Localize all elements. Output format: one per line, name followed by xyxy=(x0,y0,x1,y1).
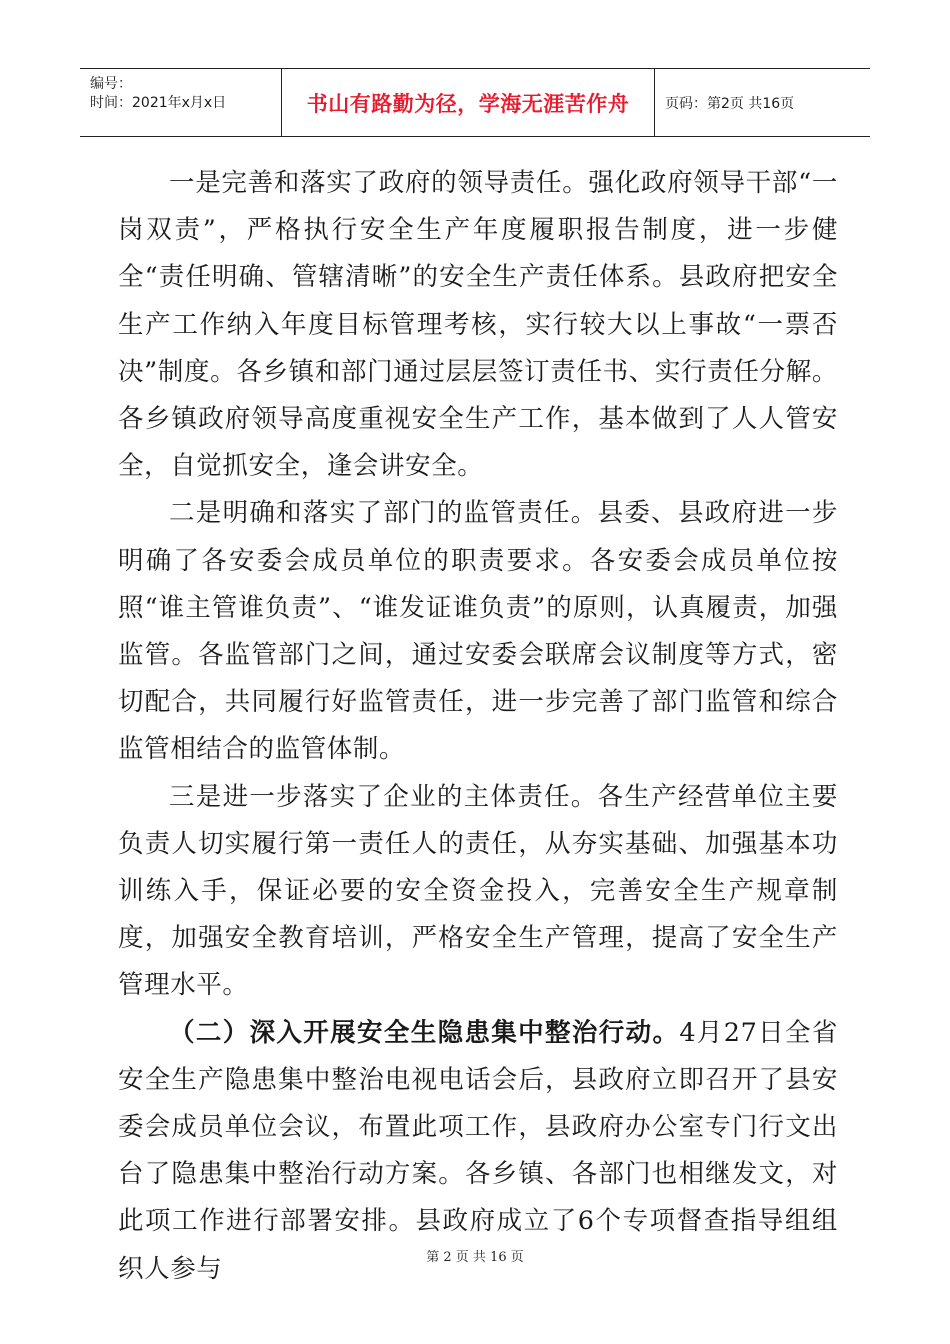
body-content xyxy=(118,160,838,1293)
paragraph-text: 二是明确和落实了部门的监管责任。县委、县政府进一步明确了各安委会成员单位的职责要求。各安委会成员单位按照“谁主管谁负责”、“谁发证谁负责”的原则，认真履责，加强监管。各监管部门之间，通过安委会联席会议制度等方式，密切配合，共同履行好监管责任，进一步完善了部门监管和综合监管相结合的监管体制。 xyxy=(118,498,838,765)
header-motto: 书山有路勤为径，学海无涯苦作舟 xyxy=(306,91,630,116)
document-date: 时间：2021年x月x日 xyxy=(90,95,227,111)
header-motto-cell xyxy=(282,69,655,136)
document-number-label: 编号： xyxy=(90,76,132,92)
paragraph-text: 4月27日全省安全生产隐患集中整治电视电话会后，县政府立即召开了县安委会成员单位会议，布置此项工作，县政府办公室专门行文出台了隐患集中整治行动方案。各乡镇、各部门也相继发文，对此项工作进行部署安排。县政府成立了6个专项督查指导组组织人参与 xyxy=(118,1017,838,1284)
header-page-info: 页码：第2页 共16页 xyxy=(665,95,795,112)
paragraph xyxy=(118,490,838,773)
page-footer: 第 2 页 共 16 页 xyxy=(426,1250,524,1265)
header-meta xyxy=(80,69,282,136)
paragraph xyxy=(118,774,838,1010)
paragraph xyxy=(118,160,838,490)
paragraph-text: 三是进一步落实了企业的主体责任。各生产经营单位主要负责人切实履行第一责任人的责任，从夯实基础、加强基本功训练入手，保证必要的安全资金投入，完善安全生产规章制度，加强安全教育培训，严格安全生产管理，提高了安全生产管理水平。 xyxy=(118,781,838,1001)
page-header xyxy=(80,68,870,137)
paragraph-text: 一是完善和落实了政府的领导责任。强化政府领导干部“一岗双责”，严格执行安全生产年度履职报告制度，进一步健全“责任明确、管辖清晰”的安全生产责任体系。县政府把安全生产工作纳入年度目标管理考核，实行较大以上事故“一票否决”制度。各乡镇和部门通过层层签订责任书、实行责任分解。各乡镇政府领导高度重视安全生产工作，基本做到了人人管安全，自觉抓安全，逢会讲安全。 xyxy=(118,168,838,482)
section-heading: （二）深入开展安全生隐患集中整治行动。 xyxy=(169,1017,680,1048)
